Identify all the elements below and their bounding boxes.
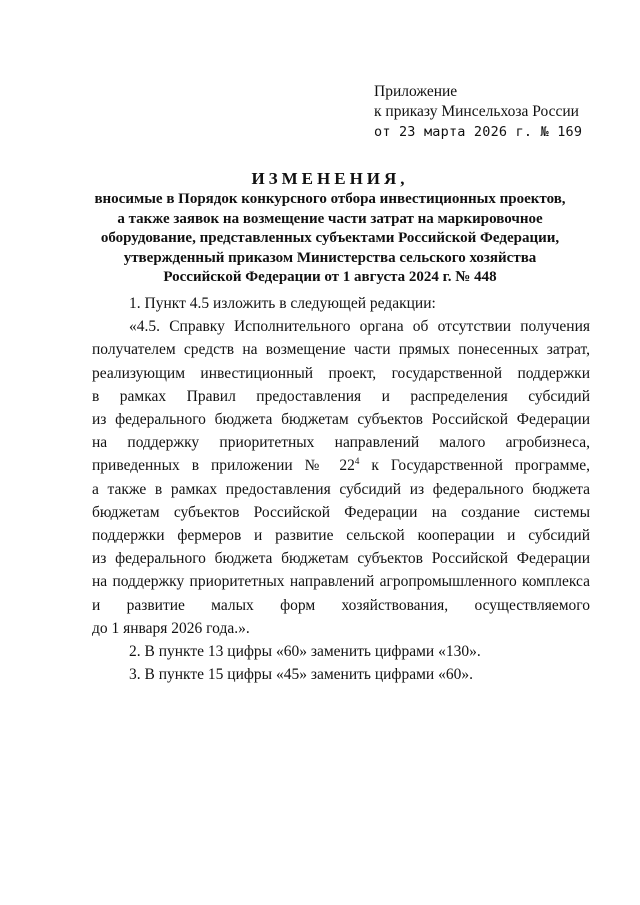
quote-line-with-superscript [92, 454, 590, 477]
appendix-order-ref: к приказу Минсельхоза России [374, 103, 579, 120]
heading-title: ИЗМЕНЕНИЯ, [251, 169, 409, 188]
appendix-block [374, 82, 582, 142]
superscript-4: 4 [354, 456, 360, 467]
document-body [92, 292, 590, 686]
quote-line: в рамках Правил предоставления и распределения субсидий [92, 387, 590, 405]
quote-line: реализующим инвестиционный проект, государственной поддержки [92, 364, 590, 382]
quote-line: до 1 января 2026 года.». [92, 619, 250, 637]
quote-line: из федерального бюджета бюджетам субъектов Российской Федерации [92, 411, 590, 429]
quote-line: на поддержку приоритетных направлений агропромышленного комплекса [92, 573, 590, 591]
quote-line: поддержки фермеров и развитие сельской кооперации и субсидий [92, 527, 590, 545]
item-2: 2. В пункте 13 цифры «60» заменить цифрами «130». [129, 643, 481, 661]
quote-line: и развитие малых форм хозяйствования, осуществляемого [92, 596, 590, 614]
quote-line-head: приведенных в приложении № 22 [92, 457, 355, 475]
quote-line: из федерального бюджета бюджетам субъектов Российской Федерации [92, 550, 590, 568]
quote-line: «4.5. Справку Исполнительного органа об отсутствии получения [129, 318, 590, 336]
quoted-paragraph [92, 315, 590, 640]
appendix-date-number: от 23 марта 2026 г. № 169 [374, 124, 583, 140]
heading-line: утвержденный приказом Министерства сельского хозяйства [123, 249, 537, 266]
quote-line: на поддержку приоритетных направлений малого агробизнеса, [92, 434, 590, 452]
item-1: 1. Пункт 4.5 изложить в следующей редакции: [129, 295, 436, 312]
item-3: 3. В пункте 15 цифры «45» заменить цифрами «60». [129, 666, 473, 684]
heading-line: а также заявок на возмещение части затрат на маркировочное [117, 210, 543, 227]
quote-line: получателем средств на возмещение части прямых понесенных затрат, [92, 341, 590, 359]
appendix-label: Приложение [374, 83, 458, 100]
quote-line: бюджетам субъектов Российской Федерации на создание системы [92, 503, 590, 521]
heading-line: оборудование, представленных субъектами Российской Федерации, [100, 230, 560, 246]
document-heading [70, 168, 590, 288]
heading-line: вносимые в Порядок конкурсного отбора инвестиционных проектов, [94, 191, 566, 207]
quote-line-tail: к Государственной программе, [359, 457, 591, 475]
heading-line: Российской Федерации от 1 августа 2024 г. № 448 [163, 269, 497, 285]
quote-line: а также в рамках предоставления субсидий из федерального бюджета [92, 480, 590, 498]
